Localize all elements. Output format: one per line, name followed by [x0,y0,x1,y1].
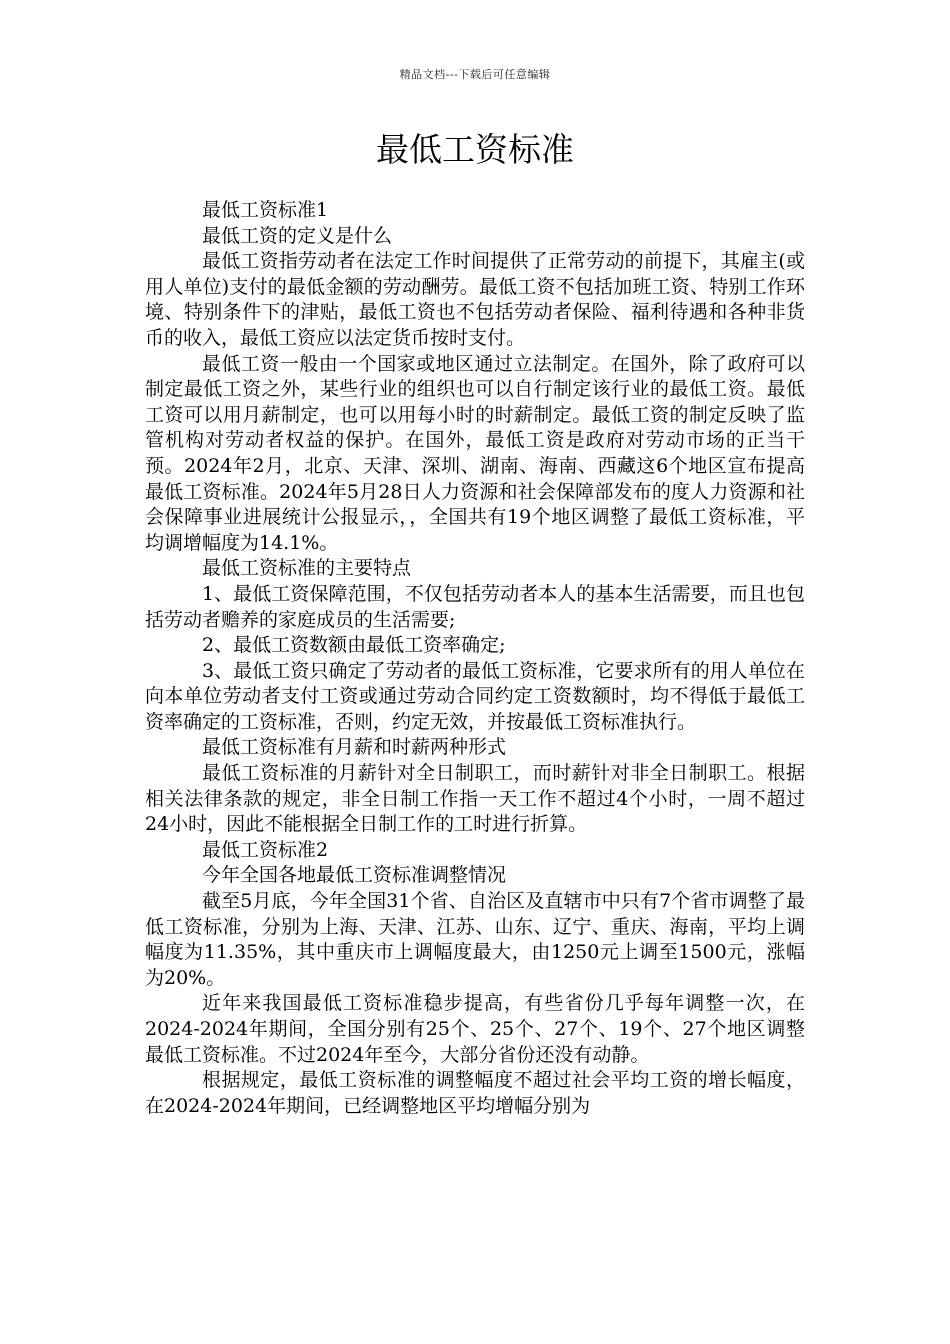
document-body [145,198,805,1119]
sub-heading: 最低工资的定义是什么 [202,224,393,247]
list-item: 1、最低工资保障范围，不仅包括劳动者本人的基本生活需要，而且也包括劳动者赡养的家庭成员的生活需要; [145,582,805,631]
body-paragraph: 截至5月底，今年全国31个省、自治区及直辖市中只有7个省市调整了最低工资标准，分别为上海、天津、江苏、山东、辽宁、重庆、海南，平均上调幅度为11.35%，其中重庆市上调幅度最大，由1250元上调至1500元，涨幅为20%。 [145,890,805,989]
body-paragraph: 最低工资一般由一个国家或地区通过立法制定。在国外，除了政府可以制定最低工资之外，某些行业的组织也可以自行制定该行业的最低工资。最低工资可以用月薪制定，也可以用每小时的时薪制定。最低工资的制定反映了监管机构对劳动者权益的保护。在国外，最低工资是政府对劳动市场的正当干预。2024年2月，北京、天津、深圳、湖南、海南、西藏这6个地区宣布提高最低工资标准。2024年5月28日人力资源和社会保障部发布的度人力资源和社会保障事业进展统计公报显示，，全国共有19个地区调整了最低工资标准，平均调增幅度为14.1%。 [145,352,805,554]
body-paragraph: 最低工资指劳动者在法定工作时间提供了正常劳动的前提下，其雇主(或用人单位)支付的最低金额的劳动酬劳。最低工资不包括加班工资、特别工作环境、特别条件下的津贴，最低工资也不包括劳动者保险、福利待遇和各种非货币的收入，最低工资应以法定货币按时支付。 [145,250,805,349]
sub-heading: 今年全国各地最低工资标准调整情况 [202,864,507,887]
document-title: 最低工资标准 [376,130,574,169]
body-paragraph: 最低工资标准的月薪针对全日制职工，而时薪针对非全日制职工。根据相关法律条款的规定，非全日制工作指一天工作不超过4个小时，一周不超过24小时，因此不能根据全日制工作的工时进行折算。 [145,762,805,836]
body-paragraph: 根据规定，最低工资标准的调整幅度不超过社会平均工资的增长幅度，在2024-2024年期间，已经调整地区平均增幅分别为 [145,1069,805,1117]
sub-heading: 最低工资标准有月薪和时薪两种形式 [202,736,507,759]
sub-heading: 最低工资标准的主要特点 [202,557,412,580]
body-paragraph: 近年来我国最低工资标准稳步提高，有些省份几乎每年调整一次，在2024-2024年期间，全国分别有25个、25个、27个、19个、27个地区调整最低工资标准。不过2024年至今，大部分省份还没有动静。 [145,992,805,1066]
list-item: 2、最低工资数额由最低工资率确定; [202,634,506,657]
section-heading: 最低工资标准1 [202,199,329,221]
section-heading: 最低工资标准2 [202,838,329,861]
header-note: 精品文档---下载后可任意编辑 [399,68,551,81]
list-item: 3、最低工资只确定了劳动者的最低工资标准，它要求所有的用人单位在向本单位劳动者支付工资或通过劳动合同约定工资数额时，均不得低于最低工资率确定的工资标准，否则，约定无效，并按最低工资标准执行。 [145,659,805,733]
